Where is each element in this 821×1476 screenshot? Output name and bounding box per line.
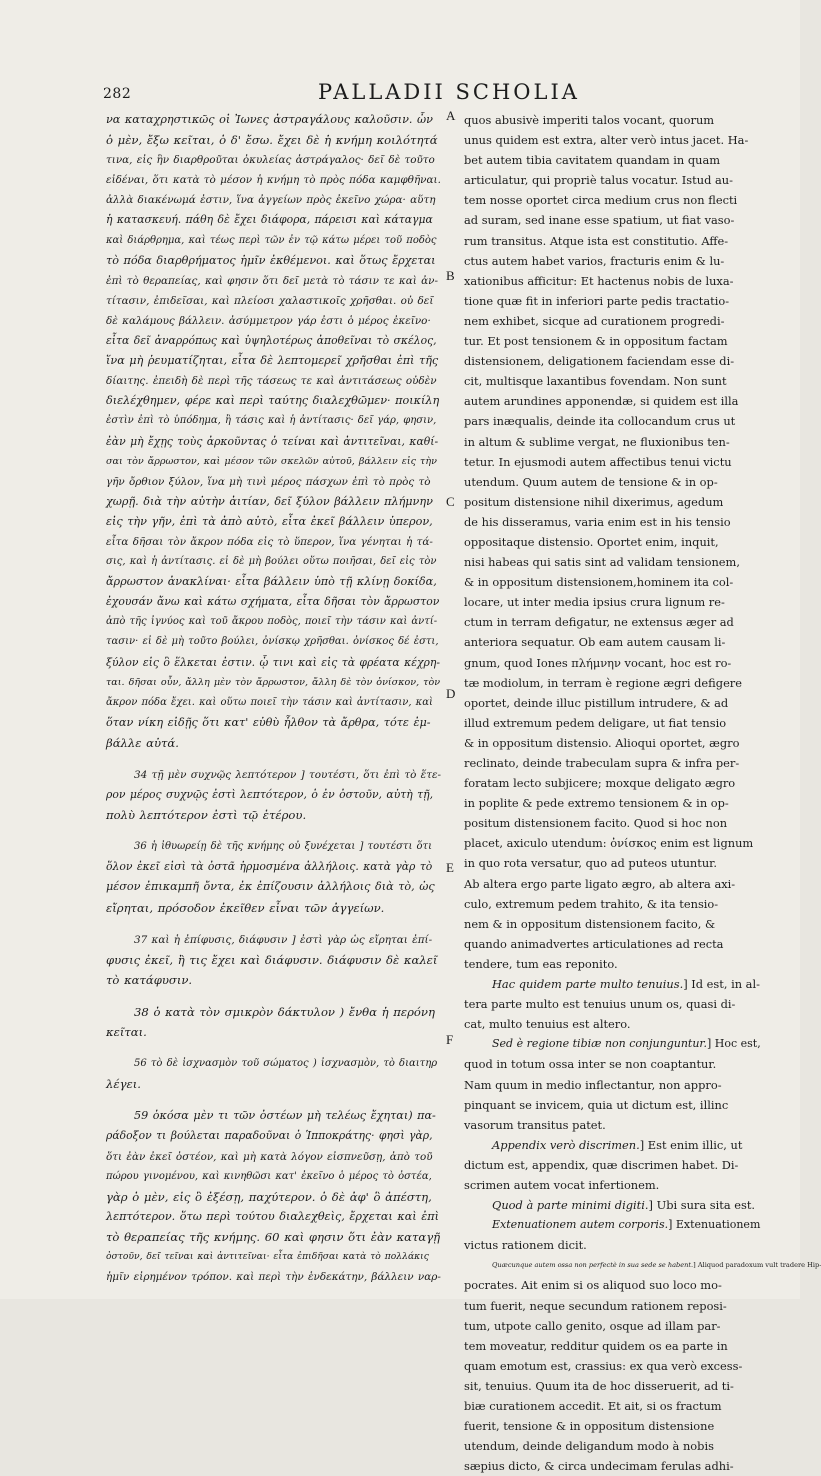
latin-line: ctus autem habet varios, fracturis enim & lu-	[464, 253, 725, 268]
latin-note-text: sit, tenuius. Quum ita de hoc disseruerit, ad ti-	[464, 1378, 734, 1393]
latin-note-text: dictum est, appendix, quæ discrimen habet. Di-	[464, 1157, 739, 1172]
latin-line: nisi habeas qui satis sint ad validam tensionem,	[464, 555, 740, 570]
note-spacer	[106, 990, 440, 1002]
greek-line: τίτασιν, ἐπιδεῖσαι, καὶ πλείοσι χαλαστικοῖς χρῆσθαι. οὐ δεῖ	[106, 294, 434, 307]
latin-note-text: utendum, deinde deligandum modo à nobis	[464, 1439, 714, 1454]
latin-note-line	[464, 1195, 764, 1215]
latin-note-line	[464, 1235, 764, 1255]
greek-line: γῆν ὄρθιον ξύλον, ἵνα μὴ τινὶ μέρος πάσχων ἐπὶ τὸ πρὸς τὸ	[106, 475, 431, 488]
latin-line: tendere, tum eas reponito.	[464, 956, 618, 971]
latin-line: culo, extremum pedem trahito, & ita tensio-	[464, 896, 719, 911]
greek-line: δίαιτης. ἐπειδὴ δὲ περὶ τῆς τάσεως τε καὶ ἀντιτάσεως οὐδὲν	[106, 375, 437, 388]
latin-note-lemma: Sed è regione tibiæ non conjunguntur.	[492, 1037, 707, 1051]
latin-line: & in oppositum distensio. Alioqui oportet, ægro	[464, 735, 740, 750]
latin-note-line	[464, 1376, 764, 1396]
latin-note-text: ] Aliquod paradoxum vult tradere Hip-	[693, 1261, 821, 1270]
latin-note-line	[464, 1115, 764, 1135]
greek-note-line: 56 τὸ δὲ ἰσχνασμὸν τοῦ σώματος ) ἰσχνασμὸν, τὸ διαιτηρ	[134, 1058, 438, 1070]
latin-line: anteriora sequatur. Ob eam autem causam li-	[464, 635, 726, 650]
greek-line: ὁ μὲν, ἔξω κεῖται, ὁ δ' ἔσω. ἔχει δὲ ἡ κνήμη κοιλότητά	[106, 133, 438, 148]
latin-line: cit, multisque laxantibus fovendam. Non sunt	[464, 374, 727, 389]
greek-line: να καταχρηστικῶς οἱ Ἰωνες ἀστραγάλους καλοῦσιν. ὧν	[106, 113, 433, 126]
greek-line: ἐστὶν ἐπὶ τὸ ὑπόδημα, ἢ τάσις καὶ ἡ ἀντίτασις· δεῖ γάρ, φησιν,	[106, 415, 437, 427]
latin-note-line	[464, 1135, 764, 1155]
latin-line: nem exhibet, sicque ad curationem progredi-	[464, 313, 725, 328]
latin-note-line	[464, 1034, 764, 1054]
latin-line: & in oppositum distensionem,hominem ita col-	[464, 575, 734, 590]
greek-line: ἀλλὰ διακένωμά ἐστιν, ἵνα ἀγγείων πρὸς ἐκεῖνο χώρα· αὕτη	[106, 194, 436, 207]
greek-note-line: 59 ὁκόσα μὲν τι τῶν ὀστέων μὴ τελέως ἔχηται) πα-	[134, 1109, 436, 1123]
latin-line: gnum, quod Iones πλήμνην vocant, hoc est ro-	[464, 655, 732, 670]
greek-note-line: μέσον ἐπικαμπῆ ὄντα, ἐκ ἐπίζουσιν ἀλλήλοις διὰ τὸ, ὡς	[106, 880, 435, 894]
latin-line: Ab altera ergo parte ligato ægro, ab altera axi-	[464, 876, 736, 891]
greek-note-line: τὸ κατάφυσιν.	[106, 972, 193, 987]
latin-note-line	[464, 1075, 764, 1095]
latin-line: xationibus afficitur: Et hactenus nobis de luxa-	[464, 273, 734, 288]
latin-line: distensionem, deligationem faciendam esse di-	[464, 354, 735, 369]
latin-note-text: tem moveatur, redditur quidem os ea parte in	[464, 1338, 728, 1353]
greek-line: σαι τὸν ἄρρωστον, καὶ μέσον τῶν σκελῶν αὐτοῦ, βάλλειν εἰς τὴν	[106, 455, 437, 467]
latin-note-text: sæpius dicto, & circa undecimam ferulas adhi-	[464, 1459, 734, 1474]
latin-line: de his disseramus, varia enim est in his tensio	[464, 514, 731, 529]
note-spacer	[106, 1094, 440, 1106]
greek-line: ἄρρωστον ἀνακλίναι· εἶτα βάλλειν ὑπὸ τῇ κλίνῃ δοκίδα,	[106, 575, 437, 589]
latin-note-line	[464, 1095, 764, 1115]
latin-line: tetur. In ejusmodi autem affectibus tenui victu	[464, 454, 732, 469]
latin-note-text: pinquant se invicem, quia ut dictum est, illinc	[464, 1097, 729, 1112]
greek-line: βάλλε αὐτά.	[106, 735, 179, 750]
margin-letter-d: D	[446, 686, 456, 701]
greek-line: ἡ κατασκευή. πάθη δὲ ἔχει διάφορα, πάρεισι καὶ κάταγμα	[106, 213, 433, 227]
latin-note-line	[464, 1054, 764, 1074]
latin-line: ctum in terram defigatur, ne extensus æger ad	[464, 615, 734, 630]
greek-note-line: ὀστοῦν, δεῖ τεῖναι καὶ ἀντιτεῖναι· εἶτα ἐπιδῆσαι κατὰ τὸ πολλάκις	[106, 1250, 429, 1262]
latin-note-lemma: Hac quidem parte multo tenuius.	[492, 977, 684, 992]
greek-note-line: 36 ἡ ἰθυωρείῃ δὲ τῆς κνήμης οὐ ξυνέχεται ] τουτέστι ὅτι	[134, 841, 433, 853]
latin-line: reclinato, deinde trabeculam supra & infra per-	[464, 756, 740, 770]
greek-note-line: λεπτότερον. ὅτω περὶ τούτου διαλεχθεὶς, ἔρχεται καὶ ἐπὶ	[106, 1209, 439, 1223]
latin-line: rum transitus. Atque ista est constitutio. Affe-	[464, 233, 729, 248]
latin-line: oppositaque distensio. Oportet enim, inquit,	[464, 534, 719, 549]
latin-note-lemma: Extenuationem autem corporis.	[492, 1218, 669, 1232]
greek-note-line: 37 καὶ ἡ ἐπίφυσις, διάφυσιν ] ἐστὶ γὰρ ὡς εἴρηται ἐπί-	[134, 933, 433, 946]
greek-note-line: λέγει.	[106, 1077, 141, 1092]
greek-line: ἐὰν μὴ ἔχῃς τοὺς ἀρκοῦντας ὁ τείναι καὶ ἀντιτεῖναι, καθί-	[106, 434, 439, 448]
latin-note-text: ] Hoc est,	[706, 1037, 761, 1051]
latin-line: in altum & sublime vergat, ne fluxionibus ten-	[464, 434, 730, 449]
latin-line: tæ modiolum, in terram è regione ægri defigere	[464, 675, 742, 690]
greek-note-line: ἡμῖν εἰρημένον τρόπον. καὶ περὶ τὴν ἑνδεκάτην, βάλλειν ναρ-	[106, 1271, 441, 1284]
latin-note-text: quam emotum est, crassius: ex qua verò excess-	[464, 1358, 743, 1373]
latin-note-line	[464, 1215, 764, 1235]
latin-note-text: tera parte multo est tenuius unum os, quasi di-	[464, 997, 736, 1012]
latin-line: utendum. Quum autem de tensione & in op-	[464, 474, 718, 489]
latin-line: tem nosse oportet circa medium crus non flecti	[464, 193, 738, 208]
greek-note-line: 34 τῇ μὲν συχνῷς λεπτότερον ] τουτέστι, ὅτι ἐπὶ τὸ ἕτε-	[134, 769, 442, 781]
latin-line: unus quidem est extra, alter verò intus jacet. Ha-	[464, 133, 749, 148]
latin-line: placet, axiculo utendum: ὀνίσκος enim est lignum	[464, 836, 754, 851]
latin-line: bet autem tibia cavitatem quandam in quam	[464, 153, 721, 168]
latin-note-text: biæ curationem accedit. Et ait, si os fractum	[464, 1399, 722, 1413]
note-spacer	[106, 1042, 440, 1054]
latin-note-line	[464, 1014, 764, 1034]
greek-note-line: φυσις ἐκεῖ, ἢ τις ἔχει καὶ διάφυσιν. διάφυσιν δὲ καλεῖ	[106, 952, 438, 967]
latin-line: tione quæ fit in inferiori parte pedis tractatio-	[464, 293, 730, 308]
margin-letter-c: C	[446, 494, 455, 509]
latin-note-text: quod in totum ossa inter se non coaptantur.	[464, 1057, 717, 1072]
greek-note-line: κεῖται.	[106, 1025, 147, 1040]
greek-note-line: ὅτι ἐὰν ἐκεῖ ὀστέον, καὶ μὴ κατὰ λόγον εἰσπνεῦσῃ, ἀπὸ τοῦ	[106, 1150, 433, 1163]
greek-note-line: γὰρ ὁ μὲν, εἰς ὃ ἐξέσῃ, παχύτερον. ὁ δὲ ἀφ' ὃ ἀπέστη,	[106, 1189, 432, 1204]
latin-note-lemma: Quod à parte minimi digiti.	[492, 1198, 649, 1213]
latin-note-text: Nam quum in medio inflectantur, non appro-	[464, 1077, 722, 1092]
greek-line: ται. δῆσαι οὖν, ἄλλη μὲν τὸν ἄρρωστον, ἄλλη δὲ τὸν ὀνίσκον, τὸν	[106, 676, 441, 688]
latin-line: illud extremum pedem deligare, ut fiat tensio	[464, 715, 727, 730]
greek-line: δὲ καλάμους βάλλειν. ἀσύμμετρον γάρ ἐστι ὁ μέρος ἐκεῖνο·	[106, 314, 431, 327]
latin-line: pars inæqualis, deinde ita collocandum crus ut	[464, 414, 736, 429]
margin-letter-b: B	[446, 268, 455, 283]
greek-line: ἵνα μὴ ῥευματίζηται, εἶτα δὲ λεπτομερεῖ χρῆσθαι ἐπὶ τῆς	[106, 354, 439, 368]
latin-note-line	[464, 974, 764, 994]
greek-note-line: τὸ θεραπείας τῆς κνήμης. 60 καὶ φησιν ὅτι ἐὰν καταγῇ	[106, 1229, 441, 1244]
greek-line: ἐχουσάν ἄνω καὶ κάτω σχήματα, εἶτα δῆσαι τὸν ἄρρωστον	[106, 595, 440, 609]
latin-note-text: ] Ubi sura sita est.	[648, 1198, 756, 1213]
greek-note-line: 38 ὁ κατὰ τὸν σμικρὸν δάκτυλον ) ἔνθα ἡ περόνη	[134, 1004, 435, 1019]
greek-note-line: ράδοξον τι βούλεται παραδοῦναι ὁ Ἱπποκράτης· φησὶ γὰρ,	[106, 1129, 433, 1143]
note-spacer	[106, 825, 440, 837]
latin-line: ad suram, sed inane esse spatium, ut fiat vaso-	[464, 213, 735, 228]
greek-note-line: πολὺ λεπτότερον ἐστὶ τῷ ἑτέρου.	[106, 808, 307, 823]
latin-note-text: ] Est enim illic, ut	[639, 1137, 743, 1152]
greek-line: εἰδέναι, ὅτι κατὰ τὸ μέσον ἡ κνήμη τὸ πρὸς πόδα καμφθῆναι.	[106, 174, 441, 187]
greek-note-line: ρον μέρος συχνῷς ἐστὶ λεπτότερον, ὁ ἐν ὀστοῦν, αὐτὴ τῇ,	[106, 788, 434, 802]
greek-line: τασιν· εἰ δὲ μὴ τοῦτο βούλει, ὀνίσκῳ χρῆσθαι. ὀνίσκος δέ ἐστι,	[106, 636, 439, 648]
greek-line: εἶτα δῆσαι τὸν ἄκρον πόδα εἰς τὸ ὕπερον, ἵνα γένηται ἡ τά-	[106, 535, 433, 548]
latin-line: tur. Et post tensionem & in oppositum factam	[464, 334, 728, 349]
latin-note-text: tum fuerit, neque secundum rationem reposi-	[464, 1298, 727, 1313]
latin-note-line	[464, 1416, 764, 1436]
latin-line: foratam lecto subjicere; moxque deligato ægro	[464, 776, 736, 791]
latin-line: quos abusivè imperiti talos vocant, quorum	[464, 113, 715, 127]
note-spacer	[106, 753, 440, 765]
greek-line: εἶτα δεῖ ἀναρρόπως καὶ ὑψηλοτέρως ἀποθεῖναι τὸ σκέλος,	[106, 334, 437, 348]
latin-note-line	[464, 994, 764, 1014]
latin-note-text: vasorum transitus patet.	[464, 1117, 606, 1132]
latin-note-line	[464, 1436, 764, 1456]
greek-text-column	[106, 110, 440, 1287]
note-spacer	[106, 918, 440, 930]
latin-line: nem & in oppositum distensionem facito, &	[464, 916, 716, 931]
latin-note-line	[464, 1316, 764, 1336]
greek-line: διελέχθημεν, φέρε καὶ περὶ ταύτης διαλεχθῶμεν· ποικίλη	[106, 394, 440, 408]
latin-note-text: ] Id est, in al-	[683, 977, 760, 992]
greek-note-line: πώρου γινομένου, καὶ κινηθῶσι κατ' ἐκεῖνο ὁ μέρος τὸ ὀστέα,	[106, 1170, 432, 1182]
latin-line: articulatur, qui propriè talus vocatur. Istud au-	[464, 173, 733, 188]
latin-note-line	[464, 1175, 764, 1195]
latin-note-text: tum, utpote callo genito, osque ad illam par-	[464, 1318, 721, 1333]
greek-line: εἰς τὴν γῆν, ἐπὶ τὰ ἀπὸ αὐτὸ, εἶτα ἐκεῖ βάλλειν ὑπερον,	[106, 514, 433, 528]
margin-letter-f: F	[446, 1032, 454, 1047]
latin-line: oportet, deinde illuc pistillum intrudere, & ad	[464, 695, 729, 710]
latin-note-line	[464, 1456, 764, 1476]
greek-line: ἀπὸ τῆς ἰγνύος καὶ τοῦ ἄκρου ποδὸς, ποιεῖ τὴν τάσιν καὶ ἀντί-	[106, 616, 438, 628]
latin-note-text: pocrates. Ait enim si os aliquod suo loco mo-	[464, 1278, 722, 1293]
latin-note-line	[464, 1356, 764, 1376]
latin-note-line	[464, 1275, 764, 1295]
greek-line: χωρῇ. διὰ τὴν αὐτὴν ἀιτίαν, δεῖ ξύλον βάλλειν πλήμνην	[106, 494, 433, 508]
latin-text-column	[464, 110, 821, 1476]
latin-note-lemma: Appendix verò discrimen.	[492, 1137, 640, 1152]
running-title: PALLADII SCHOLIA	[318, 80, 580, 104]
latin-note-line	[464, 1336, 764, 1356]
greek-line: ἄκρον πόδα ἔχει. καὶ οὕτω ποιεῖ τὴν τάσιν καὶ ἀντίτασιν, καὶ	[106, 696, 433, 708]
latin-note-text: victus rationem dicit.	[464, 1238, 587, 1253]
greek-line: ἐπὶ τὸ θεραπείας, καὶ φησιν ὅτι δεῖ μετὰ τὸ τάσιν τε καὶ ἀν-	[106, 274, 438, 287]
latin-line: autem arundines apponendæ, si quidem est illa	[464, 394, 739, 409]
greek-line: ξύλον εἰς ὃ ἕλκεται ἐστιν. ᾧ τινι καὶ εἰς τὰ φρέατα κέχρη-	[106, 655, 441, 669]
greek-line: σις, καὶ ἡ ἀντίτασις. εἰ δὲ μὴ βούλει οὕτω ποιῆσαι, δεῖ εἰς τὸν	[106, 556, 437, 568]
greek-line: ὅταν νίκη εἰδῇς ὅτι κατ' εὐθὺ ἦλθον τὰ ἄρθρα, τότε ἐμ-	[106, 715, 431, 729]
greek-line: τινα, εἰς ἣν διαρθροῦται ὀκυλείας ἀστράγαλος· δεῖ δὲ τοῦτο	[106, 154, 435, 167]
latin-line: quando animadvertes articulationes ad recta	[464, 936, 724, 951]
latin-note-text: ] Extenuationem	[668, 1218, 761, 1232]
page-number: 282	[103, 86, 132, 102]
latin-note-lemma: Quæcunque autem ossa non perfectè in sua sede se habent.	[492, 1261, 694, 1270]
latin-note-text: scrimen autem vocat infertionem.	[464, 1177, 660, 1192]
latin-note-line	[464, 1155, 764, 1175]
latin-note-text: cat, multo tenuius est altero.	[464, 1017, 631, 1032]
latin-line: positum distensione nihil dixerimus, agedum	[464, 494, 724, 509]
greek-note-line: ὅλον ἐκεῖ εἰσὶ τὰ ὀστᾶ ἡρμοσμένα ἀλλήλοις. κατὰ γὰρ τὸ	[106, 860, 433, 874]
greek-line: καὶ διάρθρημα, καὶ τέως περὶ τῶν ἐν τῷ κάτω μέρει τοῦ ποδὸς	[106, 234, 437, 246]
latin-line: positum distensionem facito. Quod si hoc non	[464, 816, 728, 831]
latin-note-line	[464, 1396, 764, 1416]
latin-line: in poplite & pede extremo tensionem & in op-	[464, 796, 729, 811]
latin-note-line	[464, 1255, 821, 1275]
latin-note-text: fuerit, tensione & in oppositum distensione	[464, 1419, 715, 1434]
margin-letter-e: E	[446, 860, 454, 875]
greek-note-line: εἴρηται, πρόσοδον ἐκεῖθεν εἶναι τῶν ἀγγείων.	[106, 900, 385, 915]
margin-letter-a: A	[446, 108, 456, 123]
latin-note-line	[464, 1296, 764, 1316]
latin-line: locare, ut inter media ipsius crura lignum re-	[464, 595, 725, 610]
latin-line: in quo rota versatur, quo ad puteos utuntur.	[464, 856, 717, 871]
greek-line: τὸ πόδα διαρθρήματος ἡμῖν ἐκθέμενοι. καὶ ὅτως ἔρχεται	[106, 253, 436, 267]
